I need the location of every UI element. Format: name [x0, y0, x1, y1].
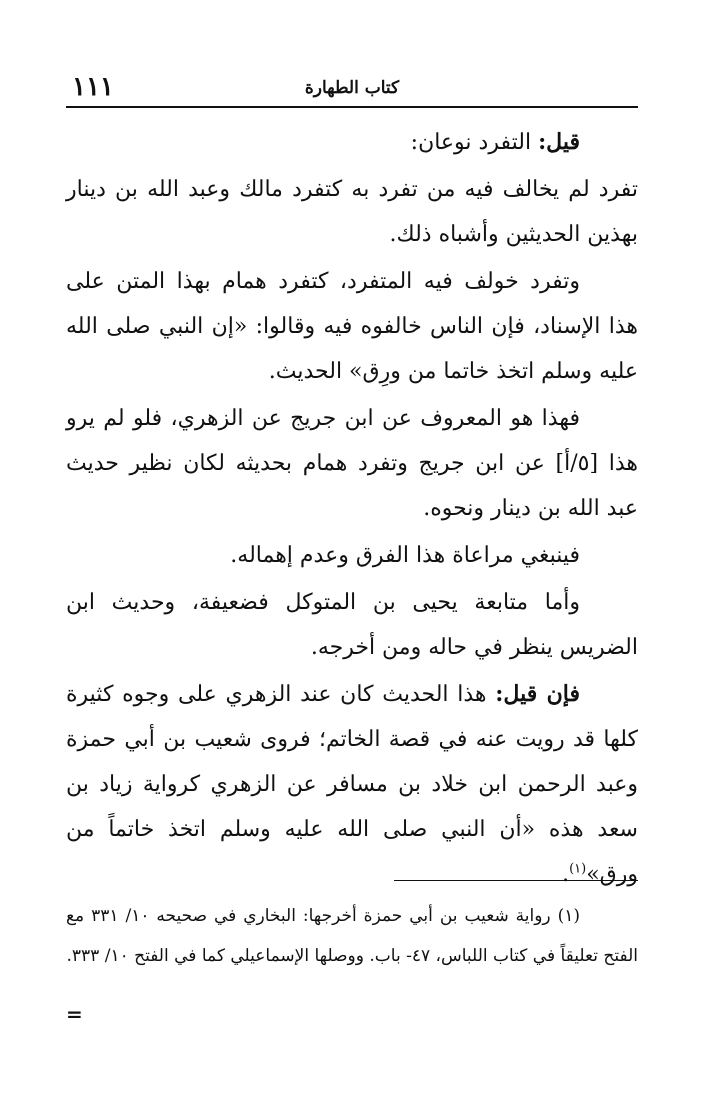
- continuation-mark: =: [66, 1002, 83, 1026]
- page-number: ١١١: [72, 72, 114, 102]
- page-header: [66, 66, 638, 108]
- paragraph-2: تفرد لم يخالف فيه من تفرد به كتفرد مالك وعبد الله بن دينار بهذين الحديثين وأشباه ذلك.: [66, 177, 638, 247]
- paragraph-7-end: .: [562, 862, 570, 887]
- footnote-1: (١) رواية شعيب بن أبي حمزة أخرجها: البخاري في صحيحه ١٠/ ٣٣١ مع الفتح تعليقاً في كتاب اللباس، ٤٧- باب. ووصلها الإسماعيلي كما في الفتح ١٠/ ٣٣٣.: [66, 906, 638, 966]
- paragraph-7-text: هذا الحديث كان عند الزهري على وجوه كثيرة كلها قد رويت عنه في قصة الخاتم؛ فروى شعيب بن أبي حمزة وعبد الرحمن ابن خلاد بن مسافر عن الزهري كرواية زياد بن سعد هذه «أن النبي صلى الله عليه وسلم اتخذ خاتماً من ورق»: [66, 682, 638, 887]
- footnote-reference[interactable]: (١): [569, 861, 587, 877]
- fain-qil-intro: فإن قيل:: [495, 681, 580, 707]
- footnote-separator: [394, 880, 638, 881]
- paragraph-6: وأما متابعة يحيى بن المتوكل فضعيفة، وحديث ابن الضريس ينظر في حاله ومن أخرجه.: [66, 590, 638, 660]
- qil-intro: قيل:: [538, 129, 580, 155]
- paragraph-1-text: التفرد نوعان:: [410, 130, 539, 155]
- paragraph-7: [66, 672, 638, 897]
- running-title: كتاب الطهارة: [304, 78, 400, 98]
- main-text: [66, 120, 638, 899]
- paragraph-3: وتفرد خولف فيه المتفرد، كتفرد همام بهذا المتن على هذا الإسناد، فإن الناس خالفوه فيه وقالوا: «إن النبي صلى الله عليه وسلم اتخذ خاتما من ورِق» الحديث.: [66, 269, 638, 384]
- footnotes: [66, 896, 638, 976]
- paragraph-4: فهذا هو المعروف عن ابن جريج عن الزهري، فلو لم يرو هذا [٥/أ] عن ابن جريج وتفرد همام بحديثه لكان نظير حديث عبد الله بن دينار ونحوه.: [66, 406, 639, 521]
- paragraph-5: فينبغي مراعاة هذا الفرق وعدم إهماله.: [230, 543, 580, 568]
- paragraph-1: [66, 120, 638, 165]
